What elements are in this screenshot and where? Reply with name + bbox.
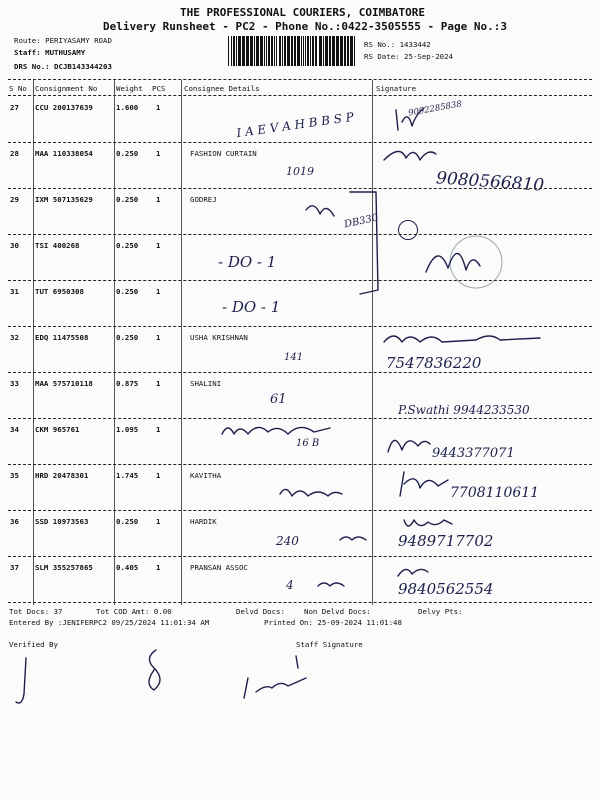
row-sno: 31	[10, 287, 19, 296]
row-weight: 0.250	[116, 333, 139, 342]
row-pcs: 1	[156, 149, 161, 158]
verified-by-label: Verified By	[9, 640, 58, 649]
company-stamp-signature	[418, 232, 518, 292]
barcode-bar	[291, 36, 293, 66]
handwritten-note: - DO - 1	[222, 298, 281, 316]
row-consignment: CCU 200137639	[35, 103, 93, 112]
row-sno: 28	[10, 149, 19, 158]
signature-scribble	[394, 562, 434, 582]
signature-phone: 9443377071	[432, 446, 515, 461]
company-name: THE PROFESSIONAL COURIERS, COIMBATORE	[180, 6, 426, 19]
row-weight: 0.250	[116, 149, 139, 158]
barcode-bar	[256, 36, 259, 66]
row-rule	[8, 556, 592, 557]
barcode-bar	[238, 36, 241, 66]
drs-number: DRS No.: DCJB143344203	[14, 62, 112, 71]
table-bottom-rule	[8, 602, 592, 603]
handwritten-note: 1019	[286, 165, 314, 178]
row-sno: 30	[10, 241, 19, 250]
barcode-bar	[301, 36, 302, 66]
row-weight: 1.745	[116, 471, 139, 480]
row-weight: 0.250	[116, 195, 139, 204]
staff-signature-scribble	[236, 648, 336, 708]
barcode-bar	[274, 36, 275, 66]
entered-by: Entered By :JENIFERPC2 09/25/2024 11:01:34 AM	[9, 618, 210, 627]
barcode-bar	[282, 36, 283, 66]
barcode-bar	[319, 36, 322, 66]
barcode-bar	[266, 36, 267, 66]
consignee-handwriting	[316, 578, 346, 592]
row-consignee: HARDIK	[190, 517, 217, 526]
row-rule	[8, 510, 592, 511]
row-consignment: HRD 20478301	[35, 471, 89, 480]
row-consignee: GODREJ	[190, 195, 217, 204]
col-header-consignee: Consignee Details	[184, 84, 260, 93]
row-weight: 0.250	[116, 287, 139, 296]
barcode-bar	[250, 36, 253, 66]
row-consignment: TSI 400268	[35, 241, 80, 250]
handwritten-note: 240	[276, 534, 299, 548]
col-sep	[372, 80, 373, 605]
row-sno: 34	[10, 425, 19, 434]
row-consignee: KAVITHA	[190, 471, 222, 480]
handwritten-note: DB330	[343, 212, 380, 231]
row-consignment: CKM 965761	[35, 425, 80, 434]
handwritten-note: 16 B	[296, 438, 320, 449]
row-rule	[8, 326, 592, 327]
barcode-bar	[294, 36, 296, 66]
barcode-bar	[303, 36, 304, 66]
barcode-bar	[276, 36, 277, 66]
delivery-points: Delvy Pts:	[418, 607, 463, 616]
row-pcs: 1	[156, 103, 161, 112]
row-sno: 36	[10, 517, 19, 526]
barcode-bar	[350, 36, 353, 66]
row-pcs: 1	[156, 287, 161, 296]
barcode-bar	[236, 36, 237, 66]
row-pcs: 1	[156, 563, 161, 572]
signature-phone: 9840562554	[398, 580, 494, 598]
signature-phone: 9080566810	[435, 168, 545, 196]
col-header-signature: Signature	[376, 84, 417, 93]
signature-scribble	[380, 328, 550, 350]
barcode-bar	[287, 36, 290, 66]
barcode-bar	[242, 36, 245, 66]
barcode-bar	[279, 36, 281, 66]
row-pcs: 1	[156, 517, 161, 526]
col-sep	[181, 80, 182, 605]
col-sep	[114, 80, 115, 605]
row-sno: 35	[10, 471, 19, 480]
table-top-rule	[8, 79, 592, 80]
row-sno: 29	[10, 195, 19, 204]
row-pcs: 1	[156, 471, 161, 480]
consignee-handwriting	[276, 482, 346, 504]
barcode-bar	[315, 36, 317, 66]
signature-scribble	[384, 424, 434, 460]
signature-phone: P.Swathi 9944233530	[398, 403, 530, 417]
row-consignment: MAA 110338054	[35, 149, 93, 158]
barcode-bar	[231, 36, 232, 66]
col-header-sno: S No	[9, 84, 27, 93]
barcode-bar	[307, 36, 309, 66]
row-consignment: TUT 6950308	[35, 287, 84, 296]
signature-phone: 7547836220	[386, 354, 482, 372]
total-docs: Tot Docs: 37	[9, 607, 63, 616]
total-cod-amount: Tot COD Amt: 0.00	[96, 607, 172, 616]
row-pcs: 1	[156, 425, 161, 434]
row-weight: 0.405	[116, 563, 139, 572]
runsheet-subtitle: Delivery Runsheet - PC2 - Phone No.:0422-3505555 - Page No.:3	[103, 20, 507, 33]
barcode-bar	[354, 36, 355, 66]
barcode-bar	[329, 36, 331, 66]
verifier-signature-mark	[140, 646, 170, 696]
barcode-bar	[268, 36, 270, 66]
row-sno: 27	[10, 103, 19, 112]
row-pcs: 1	[156, 333, 161, 342]
consignee-handwriting	[218, 420, 338, 442]
signature-scribble	[390, 100, 430, 136]
row-sno: 33	[10, 379, 19, 388]
signature-scribble	[394, 466, 454, 500]
table-header-rule	[8, 95, 592, 96]
verifier-signature	[12, 654, 42, 714]
circled-number-mark	[398, 220, 418, 240]
row-pcs: 1	[156, 241, 161, 250]
row-weight: 0.875	[116, 379, 139, 388]
row-consignee: FASHION CURTAIN	[190, 149, 257, 158]
barcode-bar	[305, 36, 306, 66]
consignee-handwriting	[338, 532, 368, 546]
barcode-bar	[260, 36, 263, 66]
staff-signature-label: Staff Signature	[296, 640, 363, 649]
barcode-bar	[325, 36, 328, 66]
barcode-bar	[347, 36, 349, 66]
row-pcs: 1	[156, 379, 161, 388]
barcode-bar	[284, 36, 286, 66]
handwritten-note: 61	[270, 392, 287, 407]
route-label: Route: PERIYASAMY ROAD	[14, 36, 112, 45]
barcode-bar	[344, 36, 346, 66]
row-consignment: SLM 355257865	[35, 563, 93, 572]
row-consignment: EDQ 11475508	[35, 333, 89, 342]
barcode-bar	[340, 36, 343, 66]
row-rule	[8, 372, 592, 373]
row-rule	[8, 280, 592, 281]
row-consignment: MAA 575710118	[35, 379, 93, 388]
row-rule	[8, 464, 592, 465]
row-weight: 0.250	[116, 241, 139, 250]
non-delivered-docs: Non Delvd Docs:	[304, 607, 371, 616]
barcode-bar	[264, 36, 265, 66]
col-sep	[33, 80, 34, 605]
row-consignee: PRANSAN ASSOC	[190, 563, 248, 572]
col-header-pcs: PCS	[152, 84, 166, 93]
signature-phone: 7708110611	[450, 485, 540, 501]
staff-label: Staff: MUTHUSAMY	[14, 48, 86, 57]
handwritten-note: 141	[284, 352, 304, 363]
barcode-bar	[332, 36, 335, 66]
rs-date: RS Date: 25-Sep-2024	[364, 52, 453, 61]
barcode-bar	[271, 36, 273, 66]
signature-scribble	[380, 140, 440, 172]
signature-phone: 9489717702	[398, 532, 494, 550]
barcode-bar	[312, 36, 314, 66]
row-weight: 1.600	[116, 103, 139, 112]
printed-on: Printed On: 25-09-2024 11:01:48	[264, 618, 402, 627]
row-consignee: SHALINI	[190, 379, 222, 388]
row-consignment: SSD 10973563	[35, 517, 89, 526]
row-sno: 32	[10, 333, 19, 342]
barcode-bar	[323, 36, 324, 66]
bracket-mark	[300, 186, 390, 306]
row-consignment: IXM 507135629	[35, 195, 93, 204]
row-pcs: 1	[156, 195, 161, 204]
barcode-bar	[233, 36, 235, 66]
row-sno: 37	[10, 563, 19, 572]
row-rule	[8, 418, 592, 419]
barcode-bar	[254, 36, 255, 66]
barcode-bar	[336, 36, 339, 66]
barcode	[228, 36, 358, 70]
barcode-bar	[246, 36, 249, 66]
handwritten-note: 4	[286, 578, 294, 592]
barcode-bar	[310, 36, 311, 66]
row-weight: 1.095	[116, 425, 139, 434]
row-rule	[8, 142, 592, 143]
barcode-bar	[228, 36, 229, 66]
row-weight: 0.250	[116, 517, 139, 526]
col-header-weight: Weight	[116, 84, 143, 93]
row-consignee: USHA KRISHNAN	[190, 333, 248, 342]
rs-number: RS No.: 1433442	[364, 40, 431, 49]
handwritten-note: - DO - 1	[218, 253, 277, 271]
col-header-consignment: Consignment No	[35, 84, 98, 93]
handwritten-note: I A E V A H B B S P	[235, 109, 355, 141]
delivered-docs: Delvd Docs:	[236, 607, 285, 616]
barcode-bar	[297, 36, 300, 66]
signature-phone: 9092285838	[407, 99, 463, 119]
